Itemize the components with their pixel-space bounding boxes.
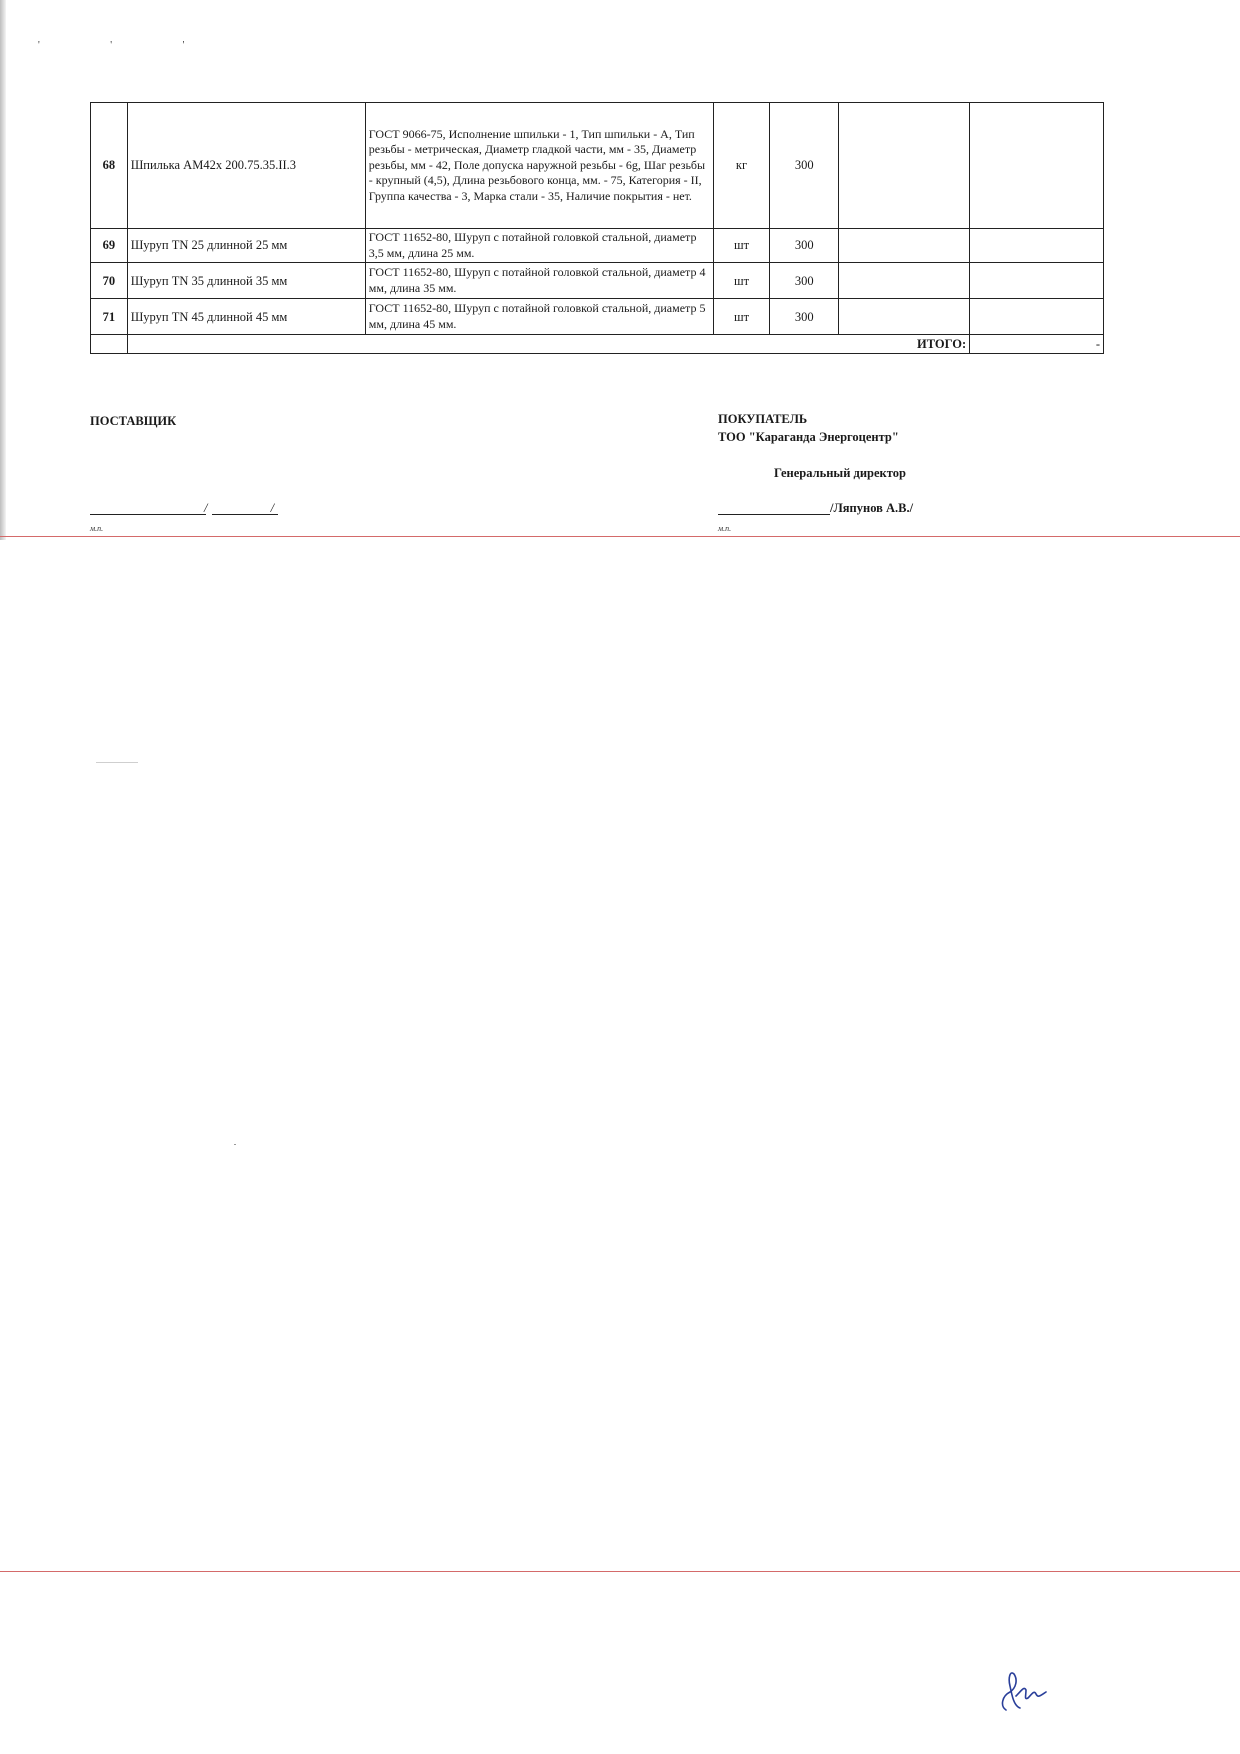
total-value: -: [970, 335, 1104, 354]
item-price: [839, 229, 970, 263]
total-row: [91, 335, 1104, 354]
scan-artifact-marks: ' ' ': [38, 40, 219, 51]
item-description: ГОСТ 11652-80, Шуруп с потайной головкой стальной, диаметр 4 мм, длина 35 мм.: [365, 263, 713, 299]
supplier-stamp-label: м.п.: [90, 524, 104, 533]
item-sum: [970, 103, 1104, 229]
supplier-signature-line: [90, 514, 206, 515]
row-number: 70: [91, 263, 128, 299]
supplier-slashes: / /: [204, 501, 275, 515]
buyer-signature-name: /Ляпунов А.В./: [830, 501, 914, 515]
buyer-signature-line: [718, 514, 830, 515]
item-name: Шуруп TN 25 длинной 25 мм: [127, 229, 365, 263]
buyer-company: ТОО "Караганда Энергоцентр": [718, 430, 899, 444]
item-price: [839, 263, 970, 299]
item-unit: шт: [713, 299, 769, 335]
specification-table: [90, 102, 1104, 354]
item-price: [839, 299, 970, 335]
item-name: Шуруп TN 45 длинной 45 мм: [127, 299, 365, 335]
table-row: [91, 229, 1104, 263]
item-description: ГОСТ 11652-80, Шуруп с потайной головкой стальной, диаметр 3,5 мм, длина 25 мм.: [365, 229, 713, 263]
item-quantity: 300: [770, 229, 839, 263]
table-row: [91, 263, 1104, 299]
item-name: Шуруп TN 35 длинной 35 мм: [127, 263, 365, 299]
item-name: Шпилька АМ42х 200.75.35.II.3: [127, 103, 365, 229]
buyer-heading: ПОКУПАТЕЛЬ: [718, 412, 808, 426]
item-sum: [970, 299, 1104, 335]
scan-artifact-dot: [234, 1144, 236, 1145]
handwritten-initials-signature: [996, 1666, 1060, 1716]
row-number: 69: [91, 229, 128, 263]
row-number: 71: [91, 299, 128, 335]
item-description: ГОСТ 9066-75, Исполнение шпильки - 1, Тип шпильки - А, Тип резьбы - метрическая, Диаметр гладкой части, мм - 35, Диаметр резьбы, мм - 42, Поле допуска наружной резьбы - 6g, Шаг резьбы - крупный (4,5), Длина резьбового конца, мм. - 75, Категория - II, Группа качества - 3, Марка стали - 35, Наличие покрытия - нет.: [365, 103, 713, 229]
item-quantity: 300: [770, 263, 839, 299]
total-blank-cell: [91, 335, 128, 354]
item-sum: [970, 229, 1104, 263]
total-label: ИТОГО:: [127, 335, 969, 354]
scan-artifact-line: [96, 762, 138, 763]
item-price: [839, 103, 970, 229]
buyer-stamp-label: м.п.: [718, 524, 732, 533]
scan-edge-shadow: [0, 0, 6, 540]
item-unit: кг: [713, 103, 769, 229]
supplier-heading: ПОСТАВЩИК: [90, 414, 177, 428]
item-quantity: 300: [770, 103, 839, 229]
item-quantity: 300: [770, 299, 839, 335]
buyer-position: Генеральный директор: [774, 466, 906, 480]
item-sum: [970, 263, 1104, 299]
page-separator-rule: [0, 536, 1240, 537]
table-row: [91, 103, 1104, 229]
footer-separator-rule: [0, 1571, 1240, 1572]
table-row: [91, 299, 1104, 335]
item-unit: шт: [713, 229, 769, 263]
row-number: 68: [91, 103, 128, 229]
item-unit: шт: [713, 263, 769, 299]
item-description: ГОСТ 11652-80, Шуруп с потайной головкой стальной, диаметр 5 мм, длина 45 мм.: [365, 299, 713, 335]
